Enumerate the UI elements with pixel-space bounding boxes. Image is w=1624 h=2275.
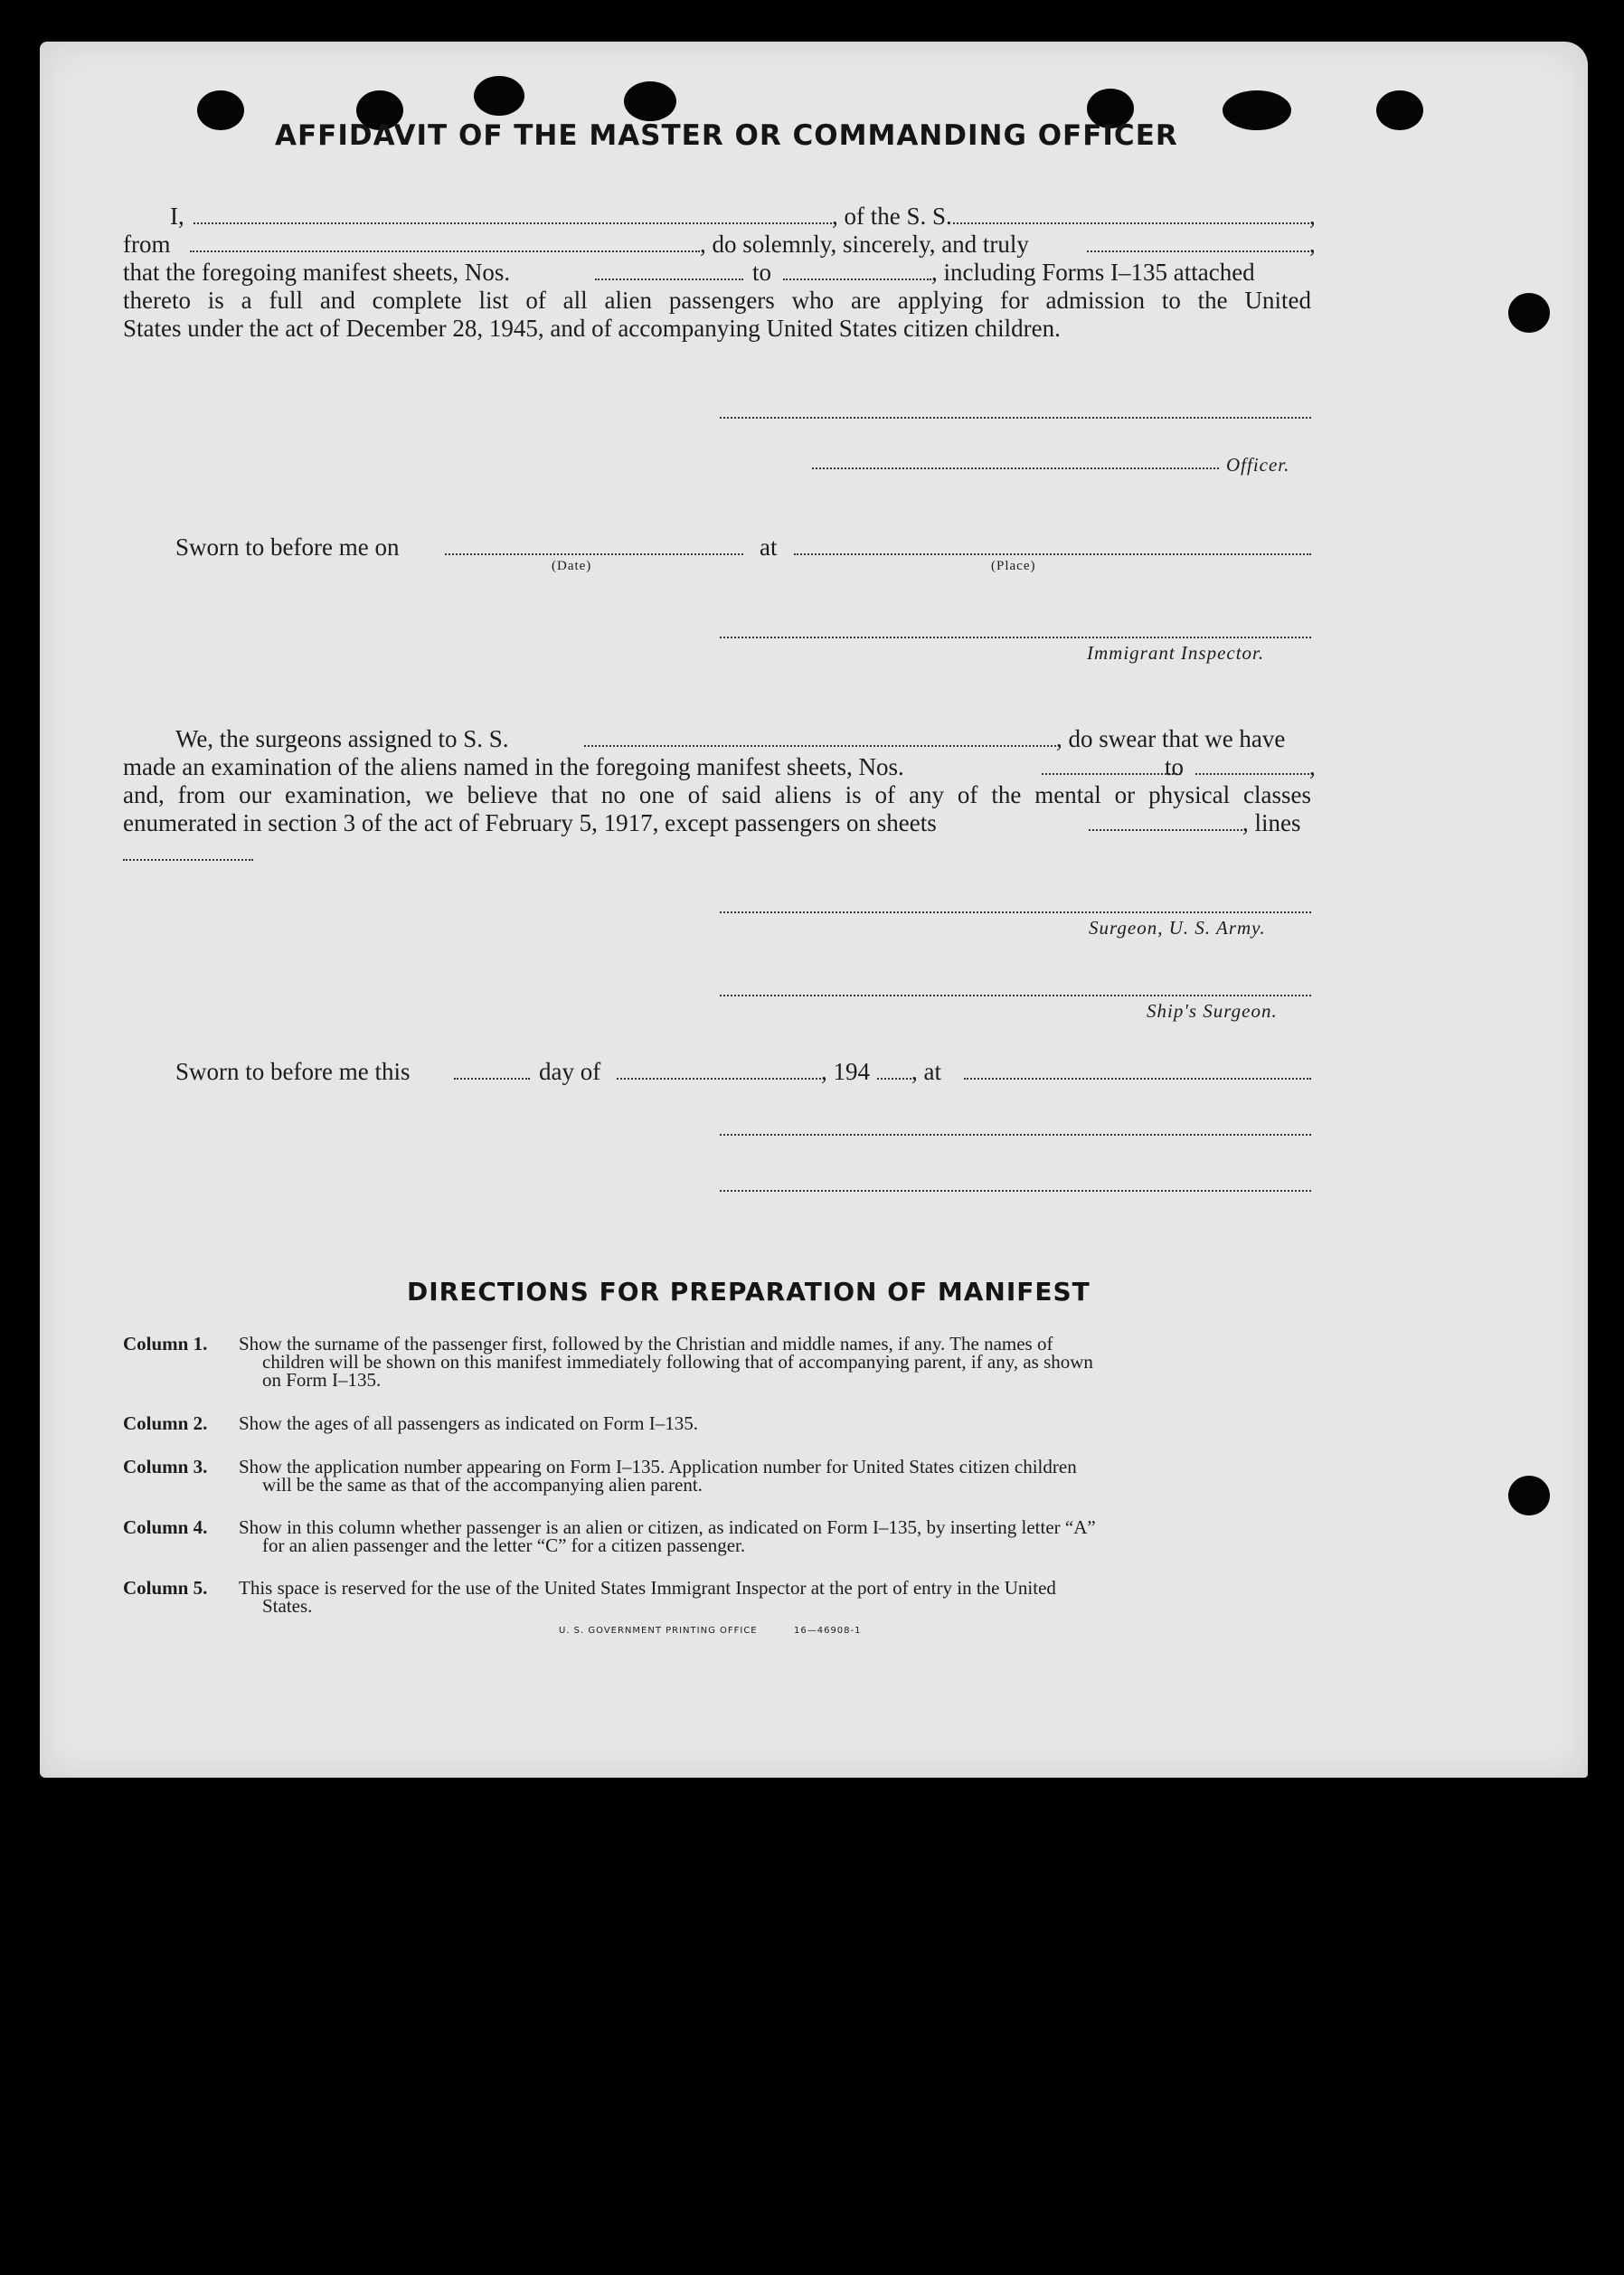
sworn-this-text: Sworn to before me this bbox=[175, 1058, 411, 1085]
direction-text: States. bbox=[262, 1595, 313, 1617]
day-field[interactable] bbox=[454, 1078, 530, 1080]
except-lines-field[interactable] bbox=[123, 859, 253, 861]
column-label: Column 3. bbox=[123, 1456, 208, 1477]
surgeons-text-2: made an examination of the aliens named in the foregoing manifest sheets, Nos. bbox=[123, 753, 904, 780]
inspector-caption: Immigrant Inspector. bbox=[1087, 642, 1265, 664]
direction-text: will be the same as that of the accompanying alien parent. bbox=[262, 1474, 703, 1496]
sheet-from-field[interactable] bbox=[595, 278, 743, 280]
of-ss-label: , of the S. S. bbox=[832, 203, 952, 230]
direction-column-2 bbox=[123, 1414, 1318, 1434]
direction-text: Show the ages of all passengers as indicated on Form I–135. bbox=[239, 1412, 698, 1434]
form-code: 16—46908-1 bbox=[794, 1626, 862, 1636]
column-label: Column 5. bbox=[123, 1577, 208, 1599]
comma: , bbox=[1309, 753, 1316, 780]
comma: , bbox=[1309, 231, 1316, 258]
to-label: to bbox=[1165, 753, 1185, 780]
punch-hole bbox=[1376, 90, 1423, 130]
direction-text: Show the application number appearing on Form I–135. Application number for United States citizen children bbox=[239, 1456, 1077, 1477]
date-caption: (Date) bbox=[552, 559, 592, 573]
punch-hole bbox=[197, 90, 244, 130]
direction-column-3 bbox=[123, 1458, 1318, 1497]
affidavit-title: AFFIDAVIT OF THE MASTER OR COMMANDING OFFICER bbox=[275, 119, 1178, 152]
column-label: Column 2. bbox=[123, 1412, 208, 1434]
direction-text: Show the surname of the passenger first, followed by the Christian and middle names, if any. The names of bbox=[239, 1333, 1053, 1355]
punch-hole bbox=[1508, 293, 1550, 333]
surgeons-text-3: and, from our examination, we believe that no one of said aliens is of any of the mental or physical classes bbox=[123, 781, 1311, 808]
comma: , bbox=[1309, 203, 1316, 230]
lines-label: , lines bbox=[1242, 809, 1301, 836]
do-swear-text: , do swear that we have bbox=[1056, 725, 1286, 752]
sworn-place-field[interactable] bbox=[964, 1078, 1311, 1080]
to-label: to bbox=[752, 259, 772, 286]
ship-name-field[interactable] bbox=[953, 222, 1309, 224]
punch-hole bbox=[624, 81, 676, 121]
oath-field[interactable] bbox=[1087, 250, 1309, 252]
master-name-field[interactable] bbox=[194, 222, 832, 224]
affidavit-i-label: I, bbox=[170, 203, 184, 230]
place-caption: (Place) bbox=[991, 559, 1036, 573]
official-signature-line[interactable] bbox=[720, 1134, 1311, 1136]
punch-hole bbox=[474, 76, 524, 116]
exam-sheet-to-field[interactable] bbox=[1195, 773, 1309, 775]
punch-hole bbox=[1223, 90, 1291, 130]
punch-hole bbox=[1508, 1476, 1550, 1515]
column-label: Column 1. bbox=[123, 1333, 208, 1355]
month-field[interactable] bbox=[617, 1078, 821, 1080]
form-sheet bbox=[40, 42, 1588, 1778]
year-label: , 194 bbox=[821, 1058, 870, 1085]
affidavit-line-4: thereto is a full and complete list of all alien passengers who are applying for admission to the United bbox=[123, 287, 1311, 314]
direction-text: for an alien passenger and the letter “C” for a citizen passenger. bbox=[262, 1534, 746, 1556]
direction-text: Show in this column whether passenger is an alien or citizen, as indicated on Form I–135, by inserting letter “A” bbox=[239, 1516, 1096, 1538]
surgeons-text-4: enumerated in section 3 of the act of February 5, 1917, except passengers on sheets bbox=[123, 809, 937, 836]
ships-surgeon-caption: Ship's Surgeon. bbox=[1147, 1000, 1278, 1022]
forms-attached-text: , including Forms I–135 attached bbox=[931, 259, 1255, 286]
surgeons-text-1: We, the surgeons assigned to S. S. bbox=[175, 725, 509, 752]
direction-column-4 bbox=[123, 1518, 1318, 1558]
officer-title-line[interactable] bbox=[812, 467, 1219, 469]
ships-surgeon-signature-line[interactable] bbox=[720, 995, 1311, 996]
solemnly-text: , do solemnly, sincerely, and truly bbox=[700, 231, 1029, 258]
sworn-on-text: Sworn to before me on bbox=[175, 533, 400, 561]
army-surgeon-caption: Surgeon, U. S. Army. bbox=[1089, 917, 1266, 939]
at-label: , at bbox=[911, 1058, 941, 1085]
official-title-line[interactable] bbox=[720, 1190, 1311, 1192]
from-label: from bbox=[123, 231, 171, 258]
sworn-place-field[interactable] bbox=[794, 553, 1311, 555]
officer-caption: Officer. bbox=[1226, 454, 1290, 476]
direction-text: This space is reserved for the use of the United States Immigrant Inspector at the port of entry in the United bbox=[239, 1577, 1056, 1599]
manifest-sheets-text: that the foregoing manifest sheets, Nos. bbox=[123, 259, 511, 286]
day-of-label: day of bbox=[539, 1058, 601, 1085]
officer-signature-line[interactable] bbox=[720, 417, 1311, 419]
direction-text: on Form I–135. bbox=[262, 1369, 382, 1391]
directions-title: DIRECTIONS FOR PREPARATION OF MANIFEST bbox=[407, 1277, 1091, 1307]
from-port-field[interactable] bbox=[190, 250, 700, 252]
affidavit-line-5: States under the act of December 28, 1945, and of accompanying United States citizen children. bbox=[123, 315, 1061, 342]
direction-text: children will be shown on this manifest immediately following that of accompanying parent, if any, as shown bbox=[262, 1351, 1093, 1373]
exam-sheet-from-field[interactable] bbox=[1042, 773, 1181, 775]
direction-column-5 bbox=[123, 1579, 1318, 1619]
at-label: at bbox=[760, 533, 778, 561]
sworn-date-field[interactable] bbox=[445, 553, 743, 555]
inspector-signature-line[interactable] bbox=[720, 637, 1311, 638]
sheet-to-field[interactable] bbox=[783, 278, 931, 280]
surgeons-ship-field[interactable] bbox=[584, 745, 1056, 747]
year-field[interactable] bbox=[877, 1078, 911, 1080]
army-surgeon-signature-line[interactable] bbox=[720, 911, 1311, 913]
direction-column-1 bbox=[123, 1335, 1318, 1394]
printer-imprint: U. S. GOVERNMENT PRINTING OFFICE bbox=[559, 1626, 758, 1636]
column-label: Column 4. bbox=[123, 1516, 208, 1538]
except-sheets-field[interactable] bbox=[1089, 829, 1242, 831]
